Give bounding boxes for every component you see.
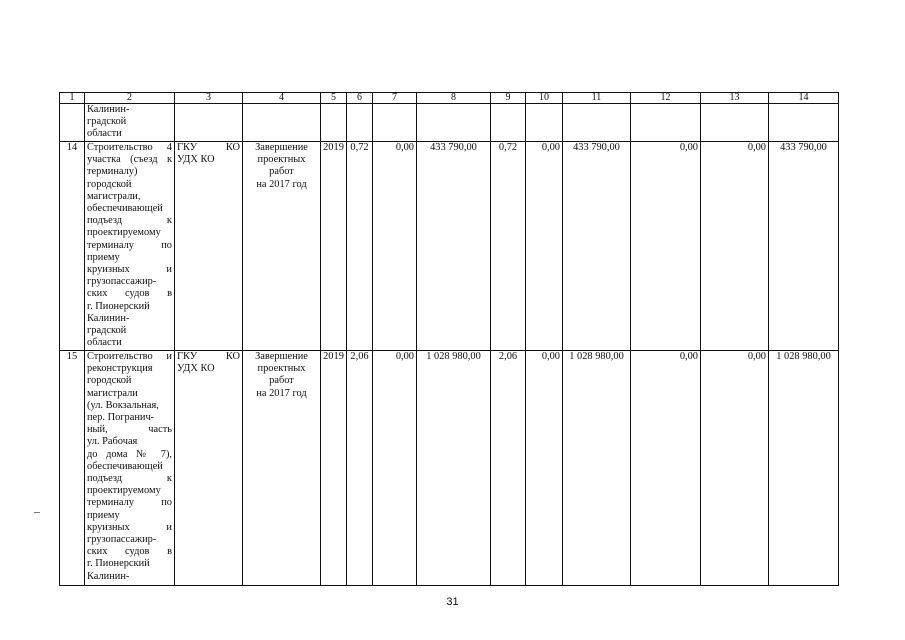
value-cell-11: 433 790,00: [563, 142, 631, 351]
table-row: [60, 351, 839, 586]
col-header: 12: [631, 93, 701, 104]
table-cell: [243, 104, 321, 142]
value-cell-8: 433 790,00: [417, 142, 491, 351]
object-name-cell: [85, 142, 175, 351]
value-cell-6: 0,72: [347, 142, 373, 351]
col-header: 1: [60, 93, 85, 104]
value-cell-6: 2,06: [347, 351, 373, 586]
customer-cell: [175, 351, 243, 586]
table-row: [60, 142, 839, 351]
row-number-cell: 14: [60, 142, 85, 351]
text-line: градской: [87, 116, 127, 128]
table-cell: [321, 104, 347, 142]
text-line: грузопассажир-: [87, 276, 157, 288]
text-line: области: [87, 128, 122, 140]
col-header: 3: [175, 93, 243, 104]
text-line: приему: [87, 251, 120, 263]
text-line: ный, часть: [87, 424, 172, 436]
text-line: магистрали: [87, 387, 138, 399]
value-cell-10: 0,00: [526, 351, 563, 586]
col-header: 2: [85, 93, 175, 104]
text-line: на 2017 год: [256, 387, 307, 399]
page-number: 31: [446, 596, 459, 608]
text-line: Строительство и: [87, 351, 172, 362]
text-line: г. Пионерский: [87, 300, 150, 312]
year-cell: 2019: [321, 351, 347, 586]
value-cell-9: 0,72: [491, 142, 526, 351]
text-line: ских судов в: [87, 288, 172, 300]
customer-cell: [175, 142, 243, 351]
text-line: УДХ КО: [177, 363, 215, 375]
value-cell-14: 1 028 980,00: [769, 351, 839, 586]
table-cell: [563, 104, 631, 142]
col-header: 6: [347, 93, 373, 104]
text-line: градской: [87, 325, 127, 337]
value-cell-11: 1 028 980,00: [563, 351, 631, 586]
text-line: работ: [269, 166, 294, 178]
table-cell: [769, 104, 839, 142]
text-line: Калинин-: [87, 570, 130, 582]
stage-cell: [243, 351, 321, 586]
value-cell-14: 433 790,00: [769, 142, 839, 351]
text-line: ГКУ КО: [177, 351, 240, 362]
text-line: ГКУ КО: [177, 142, 240, 153]
value-cell-8: 1 028 980,00: [417, 351, 491, 586]
text-line: городской: [87, 375, 132, 387]
row-number-cell: 15: [60, 351, 85, 586]
column-number-header-row: [60, 93, 839, 104]
value-cell-9: 2,06: [491, 351, 526, 586]
col-header: 11: [563, 93, 631, 104]
col-header: 9: [491, 93, 526, 104]
continued-name-cell: [85, 104, 175, 142]
text-line: до дома № 7),: [87, 448, 172, 460]
scan-mark: [34, 512, 40, 513]
text-line: обеспечивающей: [87, 203, 163, 215]
budget-table: [59, 92, 839, 586]
text-line: проектируемому: [87, 485, 161, 497]
object-name-cell: [85, 351, 175, 586]
value-cell-7: 0,00: [373, 351, 417, 586]
text-line: обеспечивающей: [87, 460, 163, 472]
col-header: 10: [526, 93, 563, 104]
table-cell: [373, 104, 417, 142]
value-cell-13: 0,00: [701, 351, 769, 586]
text-line: круизных и: [87, 264, 172, 276]
text-line: Завершение: [255, 142, 308, 153]
stage-cell: [243, 142, 321, 351]
table-cell: [491, 104, 526, 142]
table-cell: [60, 104, 85, 142]
text-line: реконструкция: [87, 363, 153, 375]
text-line: на 2017 год: [256, 178, 307, 190]
table-cell: [701, 104, 769, 142]
table-cell: [631, 104, 701, 142]
text-line: проектируемому: [87, 227, 161, 239]
text-line: терминалу по: [87, 497, 172, 509]
text-line: УДХ КО: [177, 154, 215, 166]
text-line: приему: [87, 509, 120, 521]
col-header: 7: [373, 93, 417, 104]
text-line: терминалу): [87, 166, 138, 178]
year-cell: 2019: [321, 142, 347, 351]
col-header: 14: [769, 93, 839, 104]
text-line: работ: [269, 375, 294, 387]
text-line: Калинин-: [87, 104, 130, 115]
text-line: пер. Погранич-: [87, 412, 155, 424]
text-line: проектных: [257, 154, 306, 166]
text-line: области: [87, 337, 122, 349]
text-line: проектных: [257, 363, 306, 375]
text-line: грузопассажир-: [87, 534, 157, 546]
text-line: круизных и: [87, 521, 172, 533]
value-cell-12: 0,00: [631, 351, 701, 586]
value-cell-12: 0,00: [631, 142, 701, 351]
text-line: г. Пионерский: [87, 558, 150, 570]
text-line: ских судов в: [87, 546, 172, 558]
col-header: 4: [243, 93, 321, 104]
value-cell-7: 0,00: [373, 142, 417, 351]
text-line: терминалу по: [87, 239, 172, 251]
text-line: подъезд к: [87, 215, 172, 227]
text-line: Завершение: [255, 351, 308, 362]
text-line: (ул. Вокзальная,: [87, 399, 159, 411]
table-cell: [417, 104, 491, 142]
table-cell: [347, 104, 373, 142]
col-header: 8: [417, 93, 491, 104]
text-line: магистрали,: [87, 190, 141, 202]
table-cell: [526, 104, 563, 142]
col-header: 5: [321, 93, 347, 104]
text-line: ул. Рабочая: [87, 436, 138, 448]
text-line: Строительство 4: [87, 142, 172, 153]
value-cell-13: 0,00: [701, 142, 769, 351]
text-line: подъезд к: [87, 473, 172, 485]
col-header: 13: [701, 93, 769, 104]
text-line: городской: [87, 178, 132, 190]
value-cell-10: 0,00: [526, 142, 563, 351]
table-cell: [175, 104, 243, 142]
text-line: участка (съезд к: [87, 154, 172, 166]
continuation-row: [60, 104, 839, 142]
text-line: Калинин-: [87, 312, 130, 324]
